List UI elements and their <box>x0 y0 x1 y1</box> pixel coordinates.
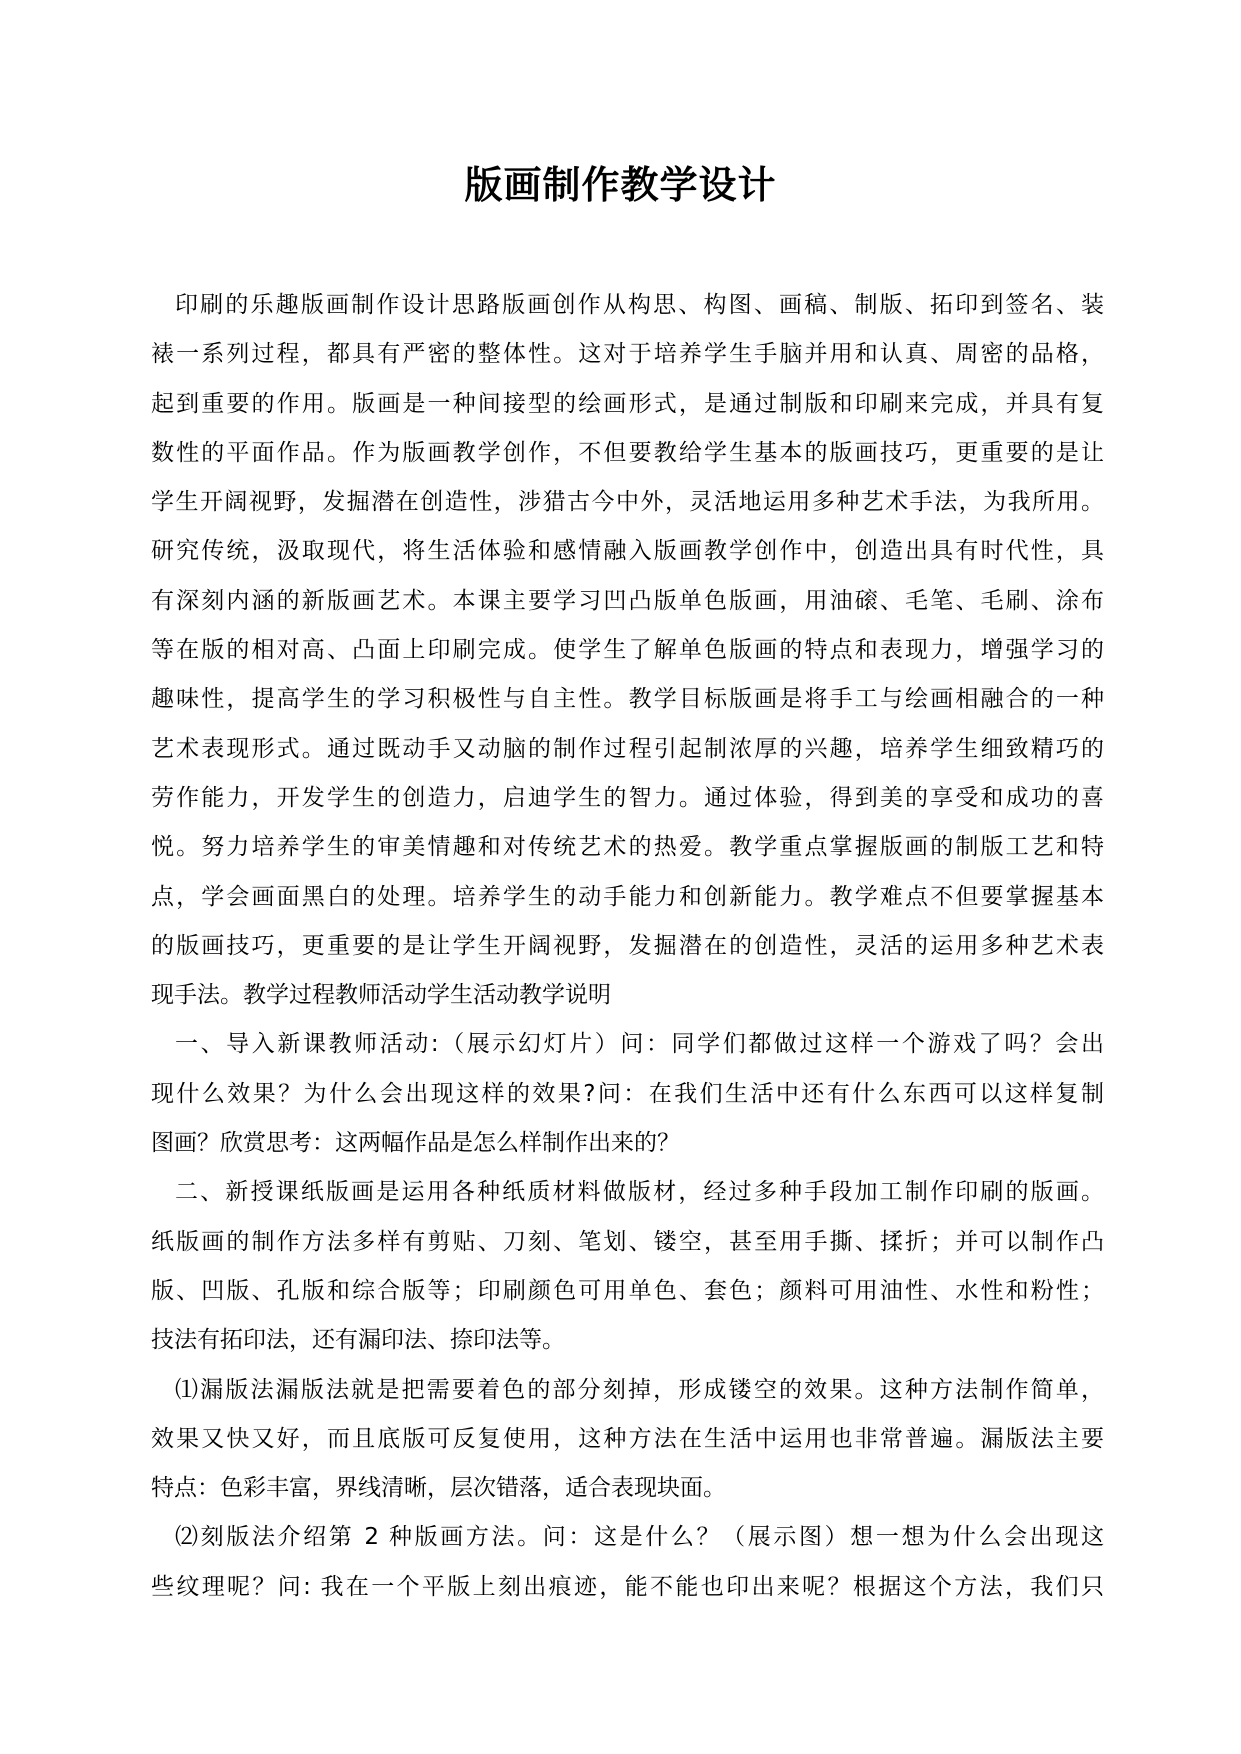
text-line: 一、导入新课教师活动:（展示幻灯片）问：同学们都做过这样一个游戏了吗？会出 <box>175 1031 1104 1058</box>
text-line: 等在版的相对高、凸面上印刷完成。使学生了解单色版画的特点和表现力，增强学习的 <box>151 637 1104 664</box>
text-line: 有深刻内涵的新版画艺术。本课主要学习凹凸版单色版画，用油磙、毛笔、毛刷、涂布 <box>151 587 1104 614</box>
text-line: 特点：色彩丰富，界线清晰，层次错落，适合表现块面。 <box>151 1475 726 1502</box>
document-title: 版画制作教学设计 <box>464 163 777 207</box>
text-line: 劳作能力，开发学生的创造力，启迪学生的智力。通过体验，得到美的享受和成功的喜 <box>151 784 1104 811</box>
text-line: 起到重要的作用。版画是一种间接型的绘画形式，是通过制版和印刷来完成，并具有复 <box>151 390 1104 417</box>
text-line: 艺术表现形式。通过既动手又动脑的制作过程引起制浓厚的兴趣，培养学生细致精巧的 <box>151 735 1104 762</box>
text-line: ⑴漏版法漏版法就是把需要着色的部分刻掉，形成镂空的效果。这种方法制作简单， <box>175 1376 1104 1403</box>
text-line: 现手法。教学过程教师活动学生活动教学说明 <box>151 982 611 1009</box>
text-line: 趣味性，提高学生的学习积极性与自主性。教学目标版画是将手工与绘画相融合的一种 <box>151 686 1104 713</box>
text-line: 印刷的乐趣版画制作设计思路版画创作从构思、构图、画稿、制版、拓印到签名、装 <box>175 292 1104 318</box>
text-line: 现什么效果？为什么会出现这样的效果?问：在我们生活中还有什么东西可以这样复制 <box>151 1080 1104 1107</box>
text-line: 效果又快又好，而且底版可反复使用，这种方法在生活中运用也非常普遍。漏版法主要 <box>151 1425 1104 1452</box>
text-line: 图画？欣赏思考：这两幅作品是怎么样制作出来的？ <box>151 1130 680 1157</box>
text-line: 数性的平面作品。作为版画教学创作，不但要教给学生基本的版画技巧，更重要的是让 <box>151 439 1104 466</box>
text-line: 些纹理呢？问: 我在一个平版上刻出痕迹，能不能也印出来呢？根据这个方法，我们只 <box>151 1573 1104 1600</box>
text-line: 研究传统，汲取现代，将生活体验和感情融入版画教学创作中，创造出具有时代性，具 <box>151 538 1104 565</box>
text-line: 的版画技巧，更重要的是让学生开阔视野，发掘潜在的创造性，灵活的运用多种艺术表 <box>151 932 1104 959</box>
text-line: 纸版画的制作方法多样有剪贴、刀刻、笔划、镂空，甚至用手撕、揉折；并可以制作凸 <box>151 1228 1104 1255</box>
text-line: 技法有拓印法，还有漏印法、捺印法等。 <box>151 1327 565 1354</box>
text-line: 版、凹版、孔版和综合版等；印刷颜色可用单色、套色；颜料可用油性、水性和粉性； <box>151 1277 1104 1304</box>
text-line: 悦。努力培养学生的审美情趣和对传统艺术的热爱。教学重点掌握版画的制版工艺和特 <box>151 834 1104 861</box>
text-line: ⑵刻版法介绍第 2 种版画方法。问：这是什么？（展示图）想一想为什么会出现这 <box>175 1524 1104 1551</box>
text-line: 点，学会画面黑白的处理。培养学生的动手能力和创新能力。教学难点不但要掌握基本 <box>151 883 1104 910</box>
text-line: 学生开阔视野，发掘潜在创造性，涉猎古今中外，灵活地运用多种艺术手法，为我所用。 <box>151 489 1104 516</box>
text-line: 二、新授课纸版画是运用各种纸质材料做版材，经过多种手段加工制作印刷的版画。 <box>175 1179 1104 1206</box>
text-line: 裱一系列过程，都具有严密的整体性。这对于培养学生手脑并用和认真、周密的品格， <box>151 341 1104 368</box>
document-body <box>151 281 1104 1612</box>
